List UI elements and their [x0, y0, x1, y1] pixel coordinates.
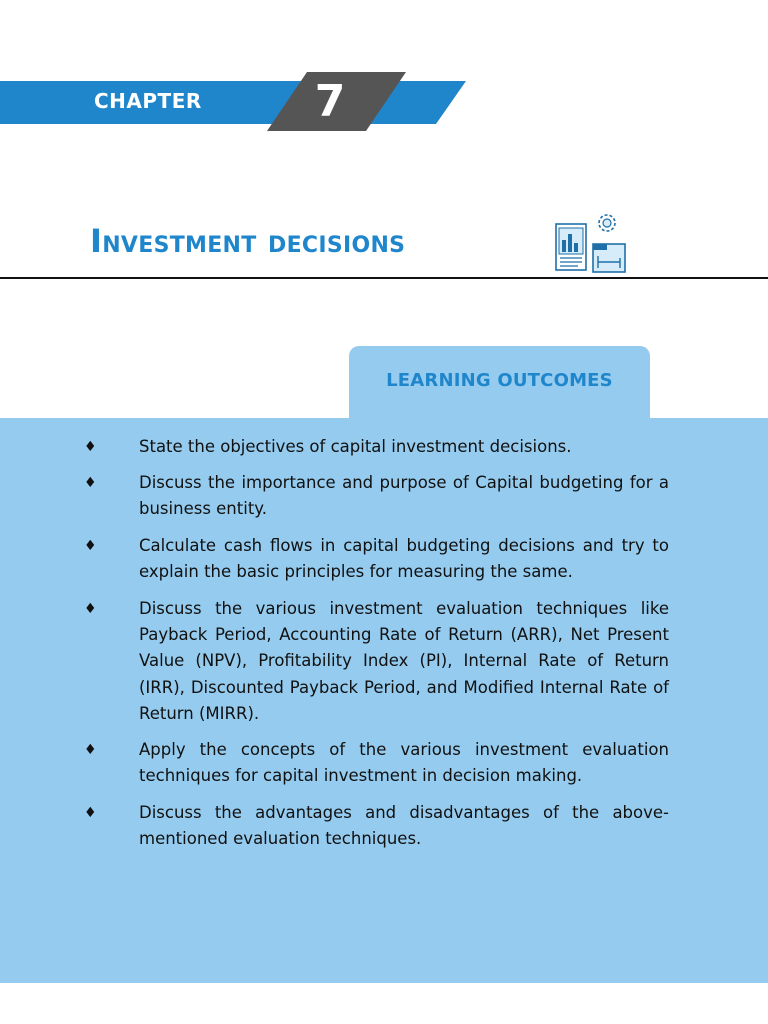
- bullet-icon: ♦: [84, 805, 97, 821]
- title-divider: [0, 277, 768, 279]
- bullet-icon: ♦: [84, 742, 97, 758]
- bullet-icon: ♦: [84, 475, 97, 491]
- outcome-text: State the objectives of capital investment decisions.: [139, 437, 572, 456]
- chapter-number: 7: [314, 76, 346, 127]
- learning-outcomes-panel: [0, 418, 768, 983]
- outcome-text: Apply the concepts of the various investment evaluation techniques for capital investment in decision making.: [139, 740, 669, 786]
- outcome-text: Discuss the importance and purpose of Capital budgeting for a business entity.: [139, 473, 669, 519]
- outcome-text: Discuss the various investment evaluation techniques like Payback Period, Accounting Rate of Return (ARR), Net Present Value (NPV), Profitability Index (PI), Internal Rate of Return (IRR), Discounted Payback Period, and Modified Internal Rate of Return (MIRR).: [139, 599, 669, 723]
- bullet-icon: ♦: [84, 439, 97, 455]
- chapter-banner: [0, 0, 500, 150]
- chapter-banner-shape: [0, 0, 500, 150]
- outcome-text: Discuss the advantages and disadvantages of the above-mentioned evaluation techniques.: [139, 803, 669, 849]
- learning-outcomes-tab: [349, 346, 650, 426]
- report-chart-gear-icon: [550, 210, 630, 276]
- outcome-text: Calculate cash flows in capital budgeting decisions and try to explain the basic principles for measuring the same.: [139, 536, 669, 582]
- bullet-icon: ♦: [84, 538, 97, 554]
- learning-outcomes-heading: LEARNING OUTCOMES: [386, 370, 613, 391]
- bullet-icon: ♦: [84, 601, 97, 617]
- chapter-label: CHAPTER: [94, 89, 202, 113]
- chapter-title: Investment decisions: [90, 222, 406, 260]
